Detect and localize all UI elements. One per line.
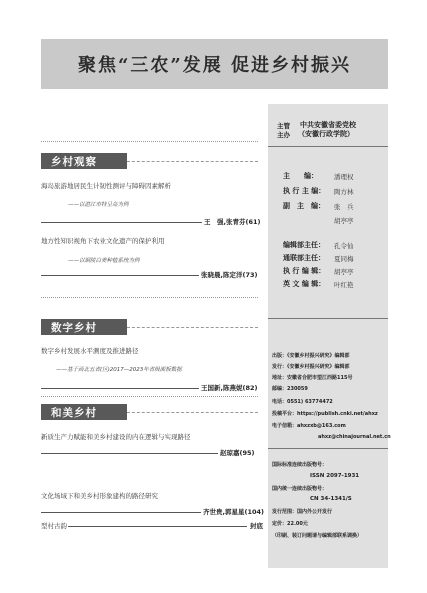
sponsor-label-supervisor: 主管 (277, 122, 290, 130)
editor-label: 编辑部主任： (283, 241, 325, 249)
email-line[interactable]: 电子信箱：ahxzxb@163.com (272, 423, 346, 429)
submission-platform-line[interactable]: 投稿平台：https://publish.cnki.net/ahxz (272, 411, 378, 417)
article-title[interactable]: 数字乡村发展水平测度及推进路径 (41, 347, 139, 355)
section-separator (41, 396, 258, 397)
article-leader-line (41, 388, 199, 389)
distributor-line: 发行：《安徽乡村振兴研究》编辑部 (272, 364, 350, 370)
distribution-scope: 发行范围：国内外公开发行 (272, 509, 333, 515)
section-heading-rural-observation (41, 153, 127, 169)
masthead-divider (268, 146, 388, 147)
section-heading-label: 和美乡村 (51, 407, 97, 419)
section-heading-harmonious-village (41, 404, 127, 420)
article-leader-line (41, 512, 201, 513)
article-title[interactable]: 新质生产力赋能和美乡村建设的内在逻辑与实现路径 (41, 433, 191, 441)
address-line: 地址：安徽省合肥市望江西路115号 (272, 375, 353, 381)
masthead-divider (268, 448, 388, 449)
article-leader-line (41, 453, 218, 454)
article-author-page: 齐世贵,郭星星(104) (203, 508, 264, 516)
cn-label: 国内统一连续出版物号： (272, 486, 328, 492)
price: 定价：22.00元 (272, 521, 308, 527)
editor-label: 通联部主任： (283, 254, 325, 262)
top-separator (41, 141, 258, 142)
section-heading-label: 数字乡村 (51, 322, 97, 334)
editor-name: 孔令仙 (334, 242, 354, 250)
editor-label: 执 行 主 编： (283, 187, 326, 195)
article-author-page: 王国新,陈燕妮(82) (201, 384, 258, 392)
editor-label: 主 编： (283, 172, 318, 180)
section-rule (127, 327, 258, 328)
editor-label: 副 主 编： (283, 202, 325, 210)
banner-title: 聚焦“三农”发展 促进乡村振兴 (78, 55, 351, 76)
phone-line: 电话：0551) 63774472 (272, 399, 333, 405)
editor-name: 夏同梅 (334, 255, 354, 263)
issn-label: 国际标准连续出版物号： (272, 462, 328, 468)
article-title[interactable]: 地方性知识视角下农业文化遗产的保护利用 (41, 237, 165, 245)
article-title[interactable]: 型村古韵 (41, 522, 67, 530)
masthead-divider (268, 318, 388, 319)
publisher-line: 出版：《安徽乡村振兴研究》编辑部 (272, 353, 350, 359)
article-author-page: 封底 (250, 522, 263, 530)
editor-label: 执 行 编 辑： (283, 267, 326, 275)
sponsor-label-organizer: 主办 (277, 131, 290, 139)
section-separator (41, 297, 258, 298)
print-notice: （印刷、装订问题请与编辑部联系调换） (272, 533, 363, 539)
section-rule (127, 412, 258, 413)
editor-label: 英 文 编 辑： (283, 280, 326, 288)
article-leader-line (41, 275, 199, 276)
editor-name: 胡亭亭 (334, 217, 354, 225)
section-rule (127, 161, 258, 162)
cn-number: CN 34-1341/S (310, 496, 352, 502)
article-leader-line (41, 222, 202, 223)
editor-name: 陶方林 (334, 188, 354, 196)
editor-name: 胡亭亭 (334, 268, 354, 276)
editor-name: 潘理权 (334, 173, 354, 181)
editor-name: 叶红艳 (334, 281, 354, 289)
article-author-page: 张晓晨,陈定洋(73) (201, 271, 258, 279)
issn-number: ISSN 2097-1931 (310, 473, 360, 479)
email-line-2[interactable]: ahxz@chinajournal.net.cn (318, 434, 391, 440)
editor-name: 张 兵 (334, 203, 354, 211)
article-leader-line (68, 526, 247, 527)
section-heading-digital-village (41, 319, 127, 335)
sponsor-name: 中共安徽省委党校 (300, 121, 356, 129)
article-subtitle: ——基于西北五省(区)2017—2023年省级面板数据 (56, 367, 182, 373)
sponsor-name-sub: （安徽行政学院） (298, 130, 354, 138)
article-subtitle: ——以湛江市特呈岛为例 (68, 202, 129, 208)
postcode-line: 邮编：230059 (272, 386, 308, 392)
article-author-page: 赵琼嘉(95) (220, 449, 255, 457)
article-author-page: 王 强,张青芬(61) (204, 218, 261, 226)
article-title[interactable]: 文化场域下和美乡村形象建构的路径研究 (41, 492, 158, 500)
article-subtitle: ——以铜陵白姜种植系统为例 (68, 258, 140, 264)
journal-banner (41, 39, 388, 89)
section-heading-label: 乡村观察 (51, 156, 97, 168)
article-title[interactable]: 海岛旅游地居民生计韧性测评与障碍因素解析 (41, 182, 171, 190)
